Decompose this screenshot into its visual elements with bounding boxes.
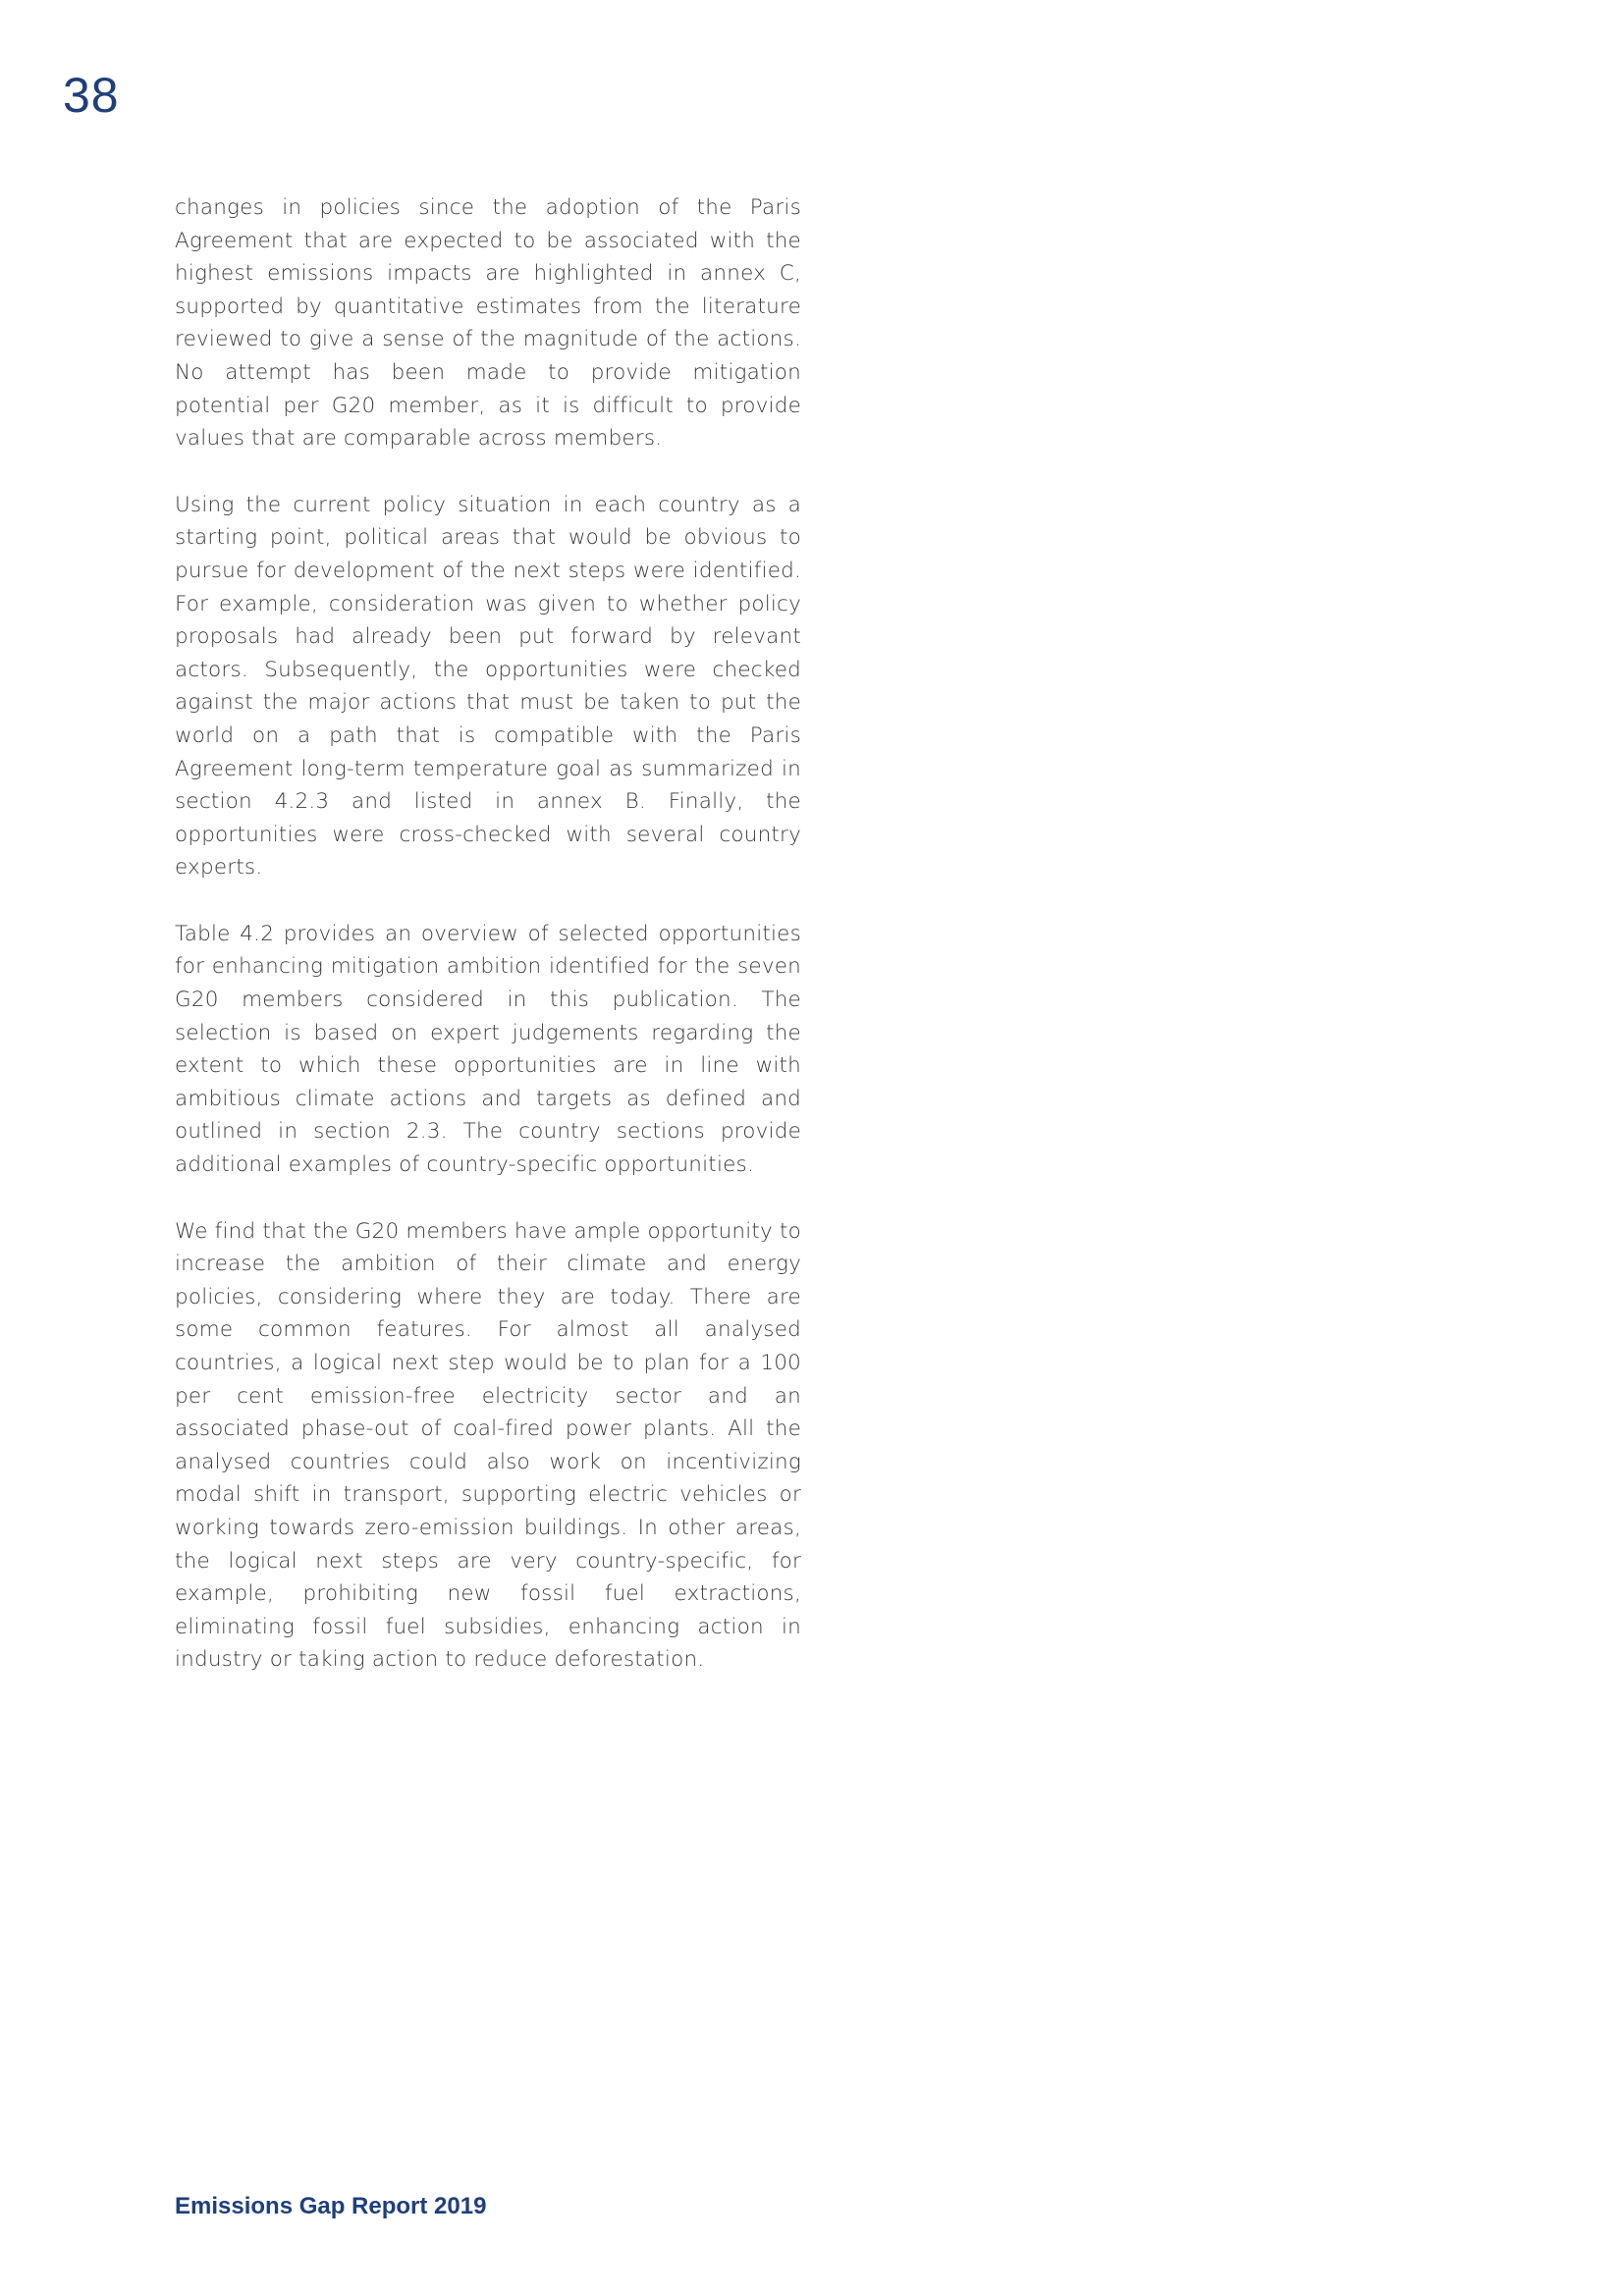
paragraph: Table 4.2 provides an overview of selected opportunities for enhancing mitigation ambition identified for the seven G20 members considered in this publication. The selection is based on expert judgements regarding the extent to which these opportunities are in line with ambitious climate actions and targets as defined and outlined in section 2.3. The country sections provide additional examples of country-specific opportunities.: [175, 921, 801, 1178]
body-text-column: [175, 191, 801, 1710]
page-number: 38: [63, 68, 120, 123]
paragraph: We find that the G20 members have ample opportunity to increase the ambition of their climate and energy policies, considering where they are today. There are some common features. For almost all analysed countries, a logical next step would be to plan for a 100 per cent emission-free electricity sector and an associated phase-out of coal-fired power plants. All the analysed countries could also work on incentivizing modal shift in transport, supporting electric vehicles or working towards zero-emission buildings. In other areas, the logical next steps are very country-specific, for example, prohibiting new fossil fuel extractions, eliminating fossil fuel subsidies, enhancing action in industry or taking action to reduce deforestation.: [175, 1218, 801, 1673]
paragraph: changes in policies since the adoption of the Paris Agreement that are expected to be associated with the highest emissions impacts are highlighted in annex C, supported by quantitative estimates from the literature reviewed to give a sense of the magnitude of the actions. No attempt has been made to provide mitigation potential per G20 member, as it is difficult to provide values that are comparable across members.: [175, 195, 801, 452]
footer-report-title: Emissions Gap Report 2019: [175, 2193, 487, 2219]
paragraph: Using the current policy situation in each country as a starting point, political areas that would be obvious to pursue for development of the next steps were identified. For example, consideration was given to whether policy proposals had already been put forward by relevant actors. Subsequently, the opportunities were checked against the major actions that must be taken to put the world on a path that is compatible with the Paris Agreement long-term temperature goal as summarized in section 4.2.3 and listed in annex B. Finally, the opportunities were cross-checked with several country experts.: [175, 492, 801, 881]
